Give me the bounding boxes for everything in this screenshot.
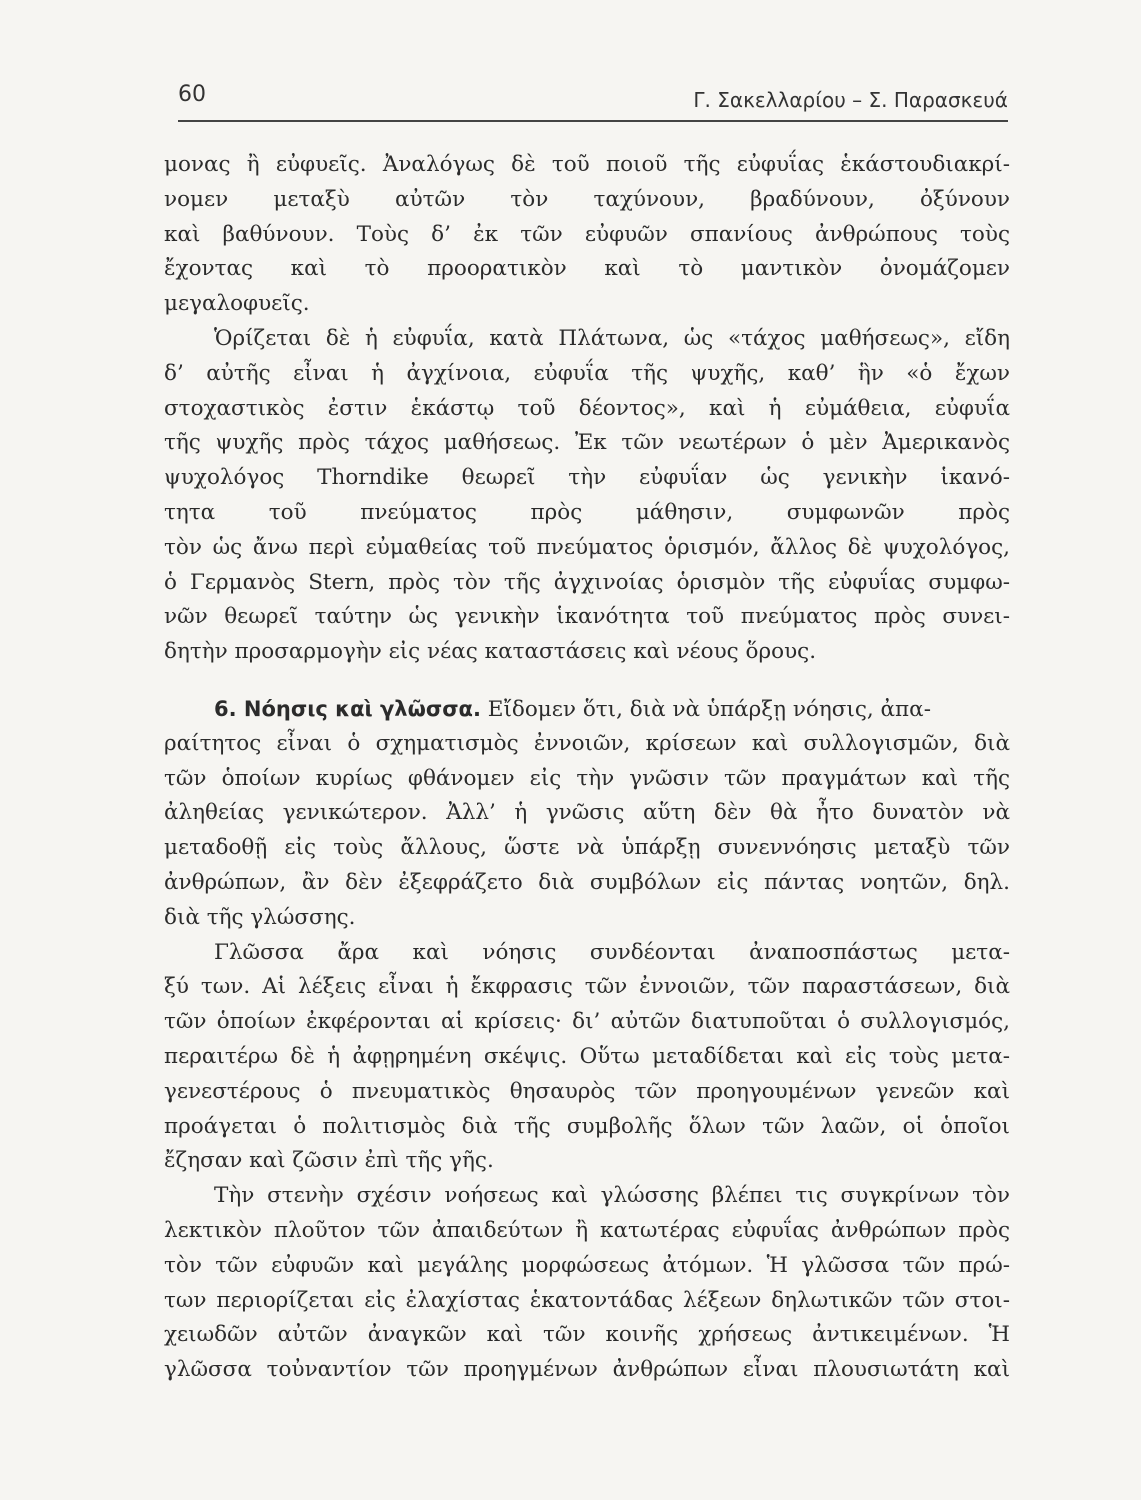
text-line: νομεν μεταξὺ αὐτῶν τὸν ταχύνουν, βραδύνουν, ὀξύνουν [164,186,1010,212]
paragraph-2 [164,322,1010,670]
text-line: νῶν θεωρεῖ ταύτην ὡς γενικὴν ἱκανότητα τοῦ πνεύματος πρὸς συνει- [164,604,1010,630]
text-line: ἀληθείας γενικώτερον. Ἀλλ’ ἡ γνῶσις αὕτη δὲν θὰ ἦτο δυνατὸν νὰ [164,800,1010,826]
text-line: τὸν ὡς ἄνω περὶ εὐμαθείας τοῦ πνεύματος ὁρισμόν, ἄλλος δὲ ψυχολόγος, [164,534,1010,560]
text-line: χειωδῶν αὐτῶν ἀναγκῶν καὶ τῶν κοινῆς χρήσεως ἀντικειμένων. Ἡ [164,1322,1010,1348]
text-line: προάγεται ὁ πολιτισμὸς διὰ τῆς συμβολῆς ὅλων τῶν λαῶν, οἱ ὁποῖοι [164,1113,1010,1139]
section-heading-line [164,692,1010,727]
paragraph-5 [164,1179,1010,1388]
section-gap [164,670,1010,692]
paragraph-1 [164,148,1010,322]
text-line: δ’ αὐτῆς εἶναι ἡ ἀγχίνοια, εὐφυΐα τῆς ψυχῆς, καθ’ ἣν «ὁ ἔχων [164,360,1010,386]
text-line: δητὴν προσαρμογὴν εἰς νέας καταστάσεις καὶ νέους ὅρους. [164,639,817,665]
header-rule [178,120,1008,122]
text-line: Ὁρίζεται δὲ ἡ εὐφυΐα, κατὰ Πλάτωνα, ὡς «τάχος μαθήσεως», εἴδη [214,325,1010,351]
text-line: διὰ τῆς γλώσσης. [164,904,356,930]
text-line: ψυχολόγος Thorndike θεωρεῖ τὴν εὐφυΐαν ὡς γενικὴν ἱκανό- [164,465,1010,491]
running-head [178,78,1008,118]
text-line: ἀνθρώπων, ἂν δὲν ἐξεφράζετο διὰ συμβόλων εἰς πάντας νοητῶν, δηλ. [164,869,1010,895]
text-line: των περιορίζεται εἰς ἐλαχίστας ἑκατοντάδας λέξεων δηλωτικῶν τῶν στοι- [164,1287,1010,1313]
body-text [164,148,1010,1388]
page-number: 60 [178,82,206,107]
section-heading: 6. Νόησις καὶ γλῶσσα. [214,696,481,721]
text-line: μεγαλοφυεῖς. [164,291,310,317]
text-line: ἔχοντας καὶ τὸ προορατικὸν καὶ τὸ μαντικὸν ὀνομάζομεν [164,256,1010,282]
text-line: Γλῶσσα ἄρα καὶ νόησις συνδέονται ἀναποσπάστως μετα- [214,939,1010,965]
text-line: γενεστέρους ὁ πνευματικὸς θησαυρὸς τῶν προηγουμένων γενεῶν καὶ [164,1078,1010,1104]
paragraph-4 [164,936,1010,1180]
text-line: τητα τοῦ πνεύματος πρὸς μάθησιν, συμφωνῶν πρὸς [164,499,1010,525]
text-line: περαιτέρω δὲ ἡ ἀφῃρημένη σκέψις. Οὕτω μεταδίδεται καὶ εἰς τοὺς μετα- [164,1043,1010,1069]
text-line: στοχαστικὸς ἐστιν ἑκάστῳ τοῦ δέοντος», καὶ ἡ εὐμάθεια, εὐφυΐα [164,395,1010,421]
text-line: λεκτικὸν πλοῦτον τῶν ἀπαιδεύτων ἢ κατωτέρας εὐφυΐας ἀνθρώπων πρὸς [164,1217,1010,1243]
text-run: Εἴδομεν ὅτι, διὰ νὰ ὑπάρξῃ νόησις, ἀπα- [480,696,931,722]
text-line: μονας ἢ εὐφυεῖς. Ἀναλόγως δὲ τοῦ ποιοῦ τῆς εὐφυΐας ἑκάστουδιακρί- [164,152,1010,177]
section-6-paragraph [164,692,1010,936]
text-line: καὶ βαθύνουν. Τοὺς δ’ ἐκ τῶν εὐφυῶν σπανίους ἀνθρώπους τοὺς [164,221,1010,247]
text-line: ραίτητος εἶναι ὁ σχηματισμὸς ἐννοιῶν, κρίσεων καὶ συλλογισμῶν, διὰ [164,730,1010,756]
text-line: ὁ Γερμανὸς Stern, πρὸς τὸν τῆς ἀγχινοίας ὁρισμὸν τῆς εὐφυΐας συμφω- [164,569,1010,595]
text-line: τῆς ψυχῆς πρὸς τάχος μαθήσεως. Ἐκ τῶν νεωτέρων ὁ μὲν Ἀμερικανὸς [164,430,1010,456]
text-line: μεταδοθῇ εἰς τοὺς ἄλλους, ὥστε νὰ ὑπάρξῃ συνεννόησις μεταξὺ τῶν [164,835,1010,861]
text-line: ξύ των. Αἱ λέξεις εἶναι ἡ ἔκφρασις τῶν ἐννοιῶν, τῶν παραστάσεων, διὰ [164,974,1010,1000]
text-line: ἔζησαν καὶ ζῶσιν ἐπὶ τῆς γῆς. [164,1148,494,1174]
header-authors: Γ. Σακελλαρίου – Σ. Παρασκευά [693,88,1008,112]
text-line: γλῶσσα τοὐναντίον τῶν προηγμένων ἀνθρώπων εἶναι πλουσιωτάτη καὶ [164,1357,1010,1383]
text-line: τῶν ὁποίων ἐκφέρονται αἱ κρίσεις· δι’ αὐτῶν διατυποῦται ὁ συλλογισμός, [164,1009,1010,1035]
text-line: Τὴν στενὴν σχέσιν νοήσεως καὶ γλώσσης βλέπει τις συγκρίνων τὸν [214,1183,1010,1209]
text-line: τὸν τῶν εὐφυῶν καὶ μεγάλης μορφώσεως ἀτόμων. Ἡ γλῶσσα τῶν πρώ- [164,1252,1010,1278]
text-line: τῶν ὁποίων κυρίως φθάνομεν εἰς τὴν γνῶσιν τῶν πραγμάτων καὶ τῆς [164,765,1010,791]
